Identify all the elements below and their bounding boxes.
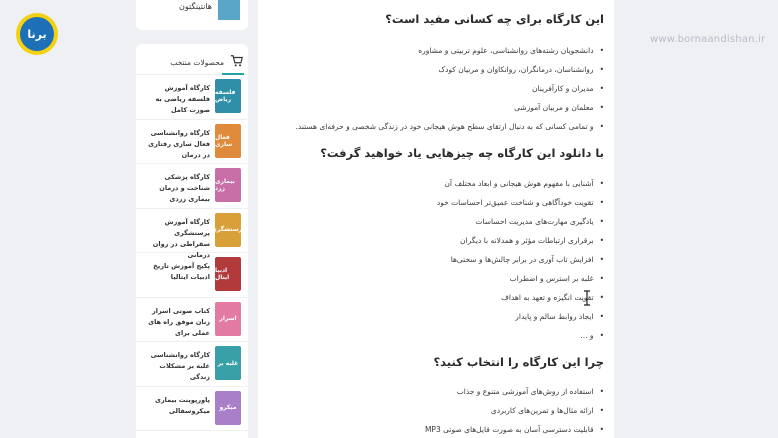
product-title[interactable]: کارگاه پزشکی شناخت و درمان بیماری زردی — [159, 173, 210, 203]
product-thumbnail[interactable] — [215, 257, 241, 291]
product-thumbnail-text: میکرو — [219, 404, 237, 411]
logo-text: برنا — [20, 17, 54, 51]
list-item: • مدیران و کارآفرینان — [532, 84, 604, 93]
product-thumbnail[interactable] — [215, 391, 241, 425]
product-item[interactable] — [136, 387, 248, 432]
list-item: • ارائه مثال‌ها و تمرین‌های کاربردی — [491, 406, 604, 415]
product-thumbnail[interactable] — [218, 0, 240, 20]
product-thumbnail[interactable] — [215, 79, 241, 113]
product-title[interactable]: کارگاه روانشناسی غلبه بر مشکلات زندگی — [150, 351, 210, 381]
text-cursor-icon — [583, 290, 591, 306]
list-item: • روانشناسان، درمانگران، روانکاوان و مربیان کودک — [438, 65, 604, 74]
product-thumbnail[interactable] — [215, 346, 241, 380]
list-item: • تقویت انگیزه و تعهد به اهداف — [501, 293, 604, 302]
site-logo[interactable] — [16, 13, 58, 55]
list-item: • دانشجویان رشته‌های روانشناسی، علوم تربیتی و مشاوره — [418, 46, 604, 55]
product-item[interactable] — [136, 298, 248, 343]
product-title[interactable]: کارگاه آموزش فلسفه ریاضی به صورت کامل — [155, 84, 210, 114]
product-thumbnail[interactable] — [215, 124, 241, 158]
product-thumbnail[interactable] — [211, 213, 245, 247]
list-item: • یادگیری مهارت‌های مدیریت احساسات — [475, 217, 604, 226]
featured-products-widget — [136, 44, 248, 438]
list-item: • تقویت خودآگاهی و شناخت عمیق‌تر احساسات خود — [437, 198, 604, 207]
main-content — [258, 0, 614, 438]
watermark: www.bornaandishan.ir — [650, 34, 766, 45]
product-item[interactable] — [136, 164, 248, 209]
list-item: • آشنایی با مفهوم هوش هیجانی و ابعاد مختلف آن — [444, 179, 604, 188]
cart-icon — [230, 54, 244, 68]
product-thumbnail-text: ادبیا ایتال — [215, 267, 230, 281]
product-thumbnail-text: فلسفه ریاض — [215, 89, 236, 103]
list-item: • استفاده از روش‌های آموزشی متنوع و جذاب — [457, 387, 604, 396]
product-thumbnail[interactable] — [215, 168, 241, 202]
list-item: • غلبه بر استرس و اضطراب — [510, 274, 604, 283]
product-item[interactable] — [136, 342, 248, 387]
section-heading: چرا این کارگاه را انتخاب کنید؟ — [433, 355, 604, 369]
product-thumbnail-text: غلبه بر — [217, 359, 239, 367]
widget-header — [136, 44, 248, 75]
list-item: • معلمان و مربیان آموزشی — [514, 103, 604, 112]
product-title[interactable]: کارگاه روانشناسی فعال سازی رفتاری در درمان — [148, 128, 210, 159]
list-item: • افزایش تاب آوری در برابر چالش‌ها و سختی‌ها — [451, 255, 604, 264]
product-title[interactable]: پاورپوینت بیماری میکروسفالی — [154, 395, 210, 415]
product-list — [136, 75, 248, 431]
product-thumbnail[interactable] — [215, 302, 241, 336]
list-item: • و تمامی کسانی که به دنبال ارتقای سطح هوش هیجانی خود در زندگی شخصی و حرفه‌ای هستند. — [296, 122, 605, 131]
product-thumbnail-text: اسرار — [219, 315, 237, 322]
product-thumbnail-text: فعال سازی — [215, 133, 233, 148]
product-title[interactable]: کارگاه آموزش پرستشگری سقراطی در روان درمانی — [152, 217, 210, 259]
product-item[interactable] — [136, 209, 248, 259]
section-heading: این کارگاه برای چه کسانی مفید است؟ — [385, 12, 604, 26]
sidebar-prev-card — [136, 0, 248, 30]
product-item[interactable] — [136, 253, 248, 298]
list-item: • و ... — [580, 331, 604, 340]
product-item[interactable] — [136, 75, 248, 120]
widget-title: محصولات منتخب — [170, 58, 224, 67]
section-heading: با دانلود این کارگاه چه چیزهایی یاد خواهید گرفت؟ — [320, 146, 604, 160]
product-title[interactable]: پکیج آموزش تاریخ ادبیات ایتالیا — [153, 262, 210, 281]
product-title[interactable]: هانتینگتون — [179, 2, 212, 11]
product-thumbnail-text: پرستشگری — [211, 226, 245, 233]
product-title[interactable]: کتاب صوتی اسرار زنان موفق راه های عملی برای — [148, 306, 210, 337]
list-item: • ایجاد روابط سالم و پایدار — [515, 312, 604, 321]
product-item[interactable] — [136, 120, 248, 165]
list-item: • قابلیت دسترسی آسان به صورت فایل‌های صوتی MP3 — [425, 425, 604, 434]
product-thumbnail-text: بیماری زرد — [215, 178, 235, 192]
list-item: • برقراری ارتباطات مؤثر و همدلانه با دیگران — [460, 236, 604, 245]
